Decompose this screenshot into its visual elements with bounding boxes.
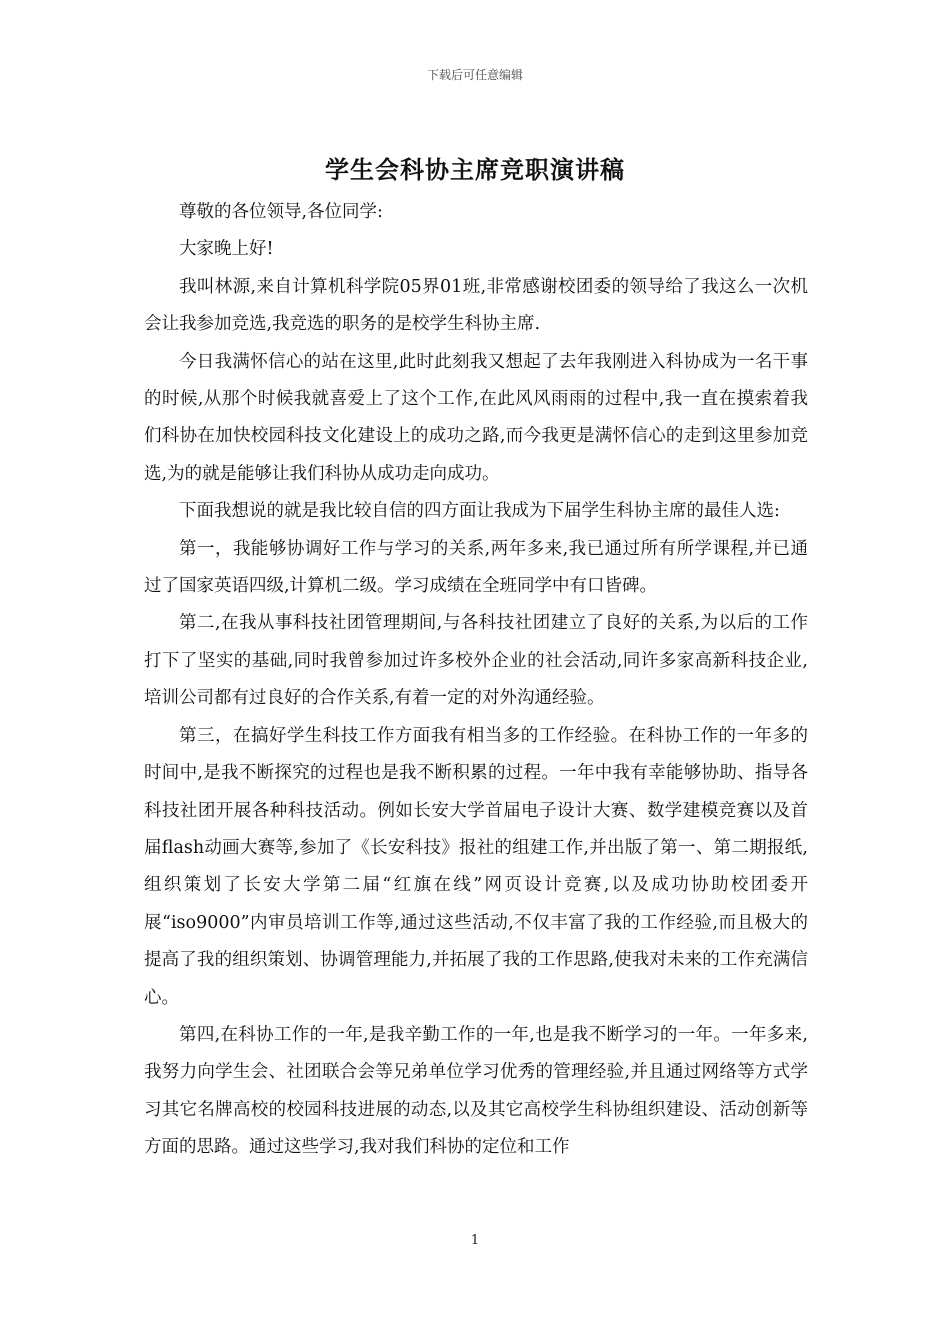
paragraph-intro: 我叫林源,来自计算机科学院05界01班,非常感谢校团委的领导给了我这么一次机会让我参加竞选,我竞选的职务的是校学生科协主席. <box>144 276 808 335</box>
document-title: 学生会科协主席竞职演讲稿 <box>325 155 625 184</box>
document-body <box>144 194 808 1167</box>
salutation: 尊敬的各位领导,各位同学: <box>179 202 383 222</box>
paragraph-first: 第一，我能够协调好工作与学习的关系,两年多来,我已通过所有所学课程,并已通过了国家英语四级,计算机二级。学习成绩在全班同学中有口皆碑。 <box>144 538 808 597</box>
paragraph-four-aspects: 下面我想说的就是我比较自信的四方面让我成为下届学生科协主席的最佳人选: <box>179 501 780 522</box>
paragraph-third: 第三，在搞好学生科技工作方面我有相当多的工作经验。在科协工作的一年多的时间中,是我不断探究的过程也是我不断积累的过程。一年中我有幸能够协助、指导各科技社团开展各种科技活动。例如长安大学首届电子设计大赛、数学建模竞赛以及首届flash动画大赛等,参加了《长安科技》报社的组建工作,并出版了第一、第二期报纸,组织策划了长安大学第二届“红旗在线”网页设计竞赛,以及成功协助校团委开展“iso9000”内审员培训工作等,通过这些活动,不仅丰富了我的工作经验,而且极大的提高了我的组织策划、协调管理能力,并拓展了我的工作思路,使我对未来的工作充满信心。 <box>144 725 808 1008</box>
paragraph-confidence: 今日我满怀信心的站在这里,此时此刻我又想起了去年我刚进入科协成为一名干事的时候,从那个时候我就喜爱上了这个工作,在此风风雨雨的过程中,我一直在摸索着我们科协在加快校园科技文化建设上的成功之路,而今我更是满怀信心的走到这里参加竞选,为的就是能够让我们科协从成功走向成功。 <box>144 351 808 484</box>
greeting: 大家晚上好! <box>179 239 274 260</box>
paragraph-second: 第二,在我从事科技社团管理期间,与各科技社团建立了良好的关系,为以后的工作打下了坚实的基础,同时我曾参加过许多校外企业的社会活动,同许多家高新科技企业,培训公司都有过良好的合作关系,有着一定的对外沟通经验。 <box>144 613 808 709</box>
page-header-note: 下载后可任意编辑 <box>426 68 523 82</box>
paragraph-fourth: 第四,在科协工作的一年,是我辛勤工作的一年,也是我不断学习的一年。一年多来,我努力向学生会、社团联合会等兄弟单位学习优秀的管理经验,并且通过网络等方式学习其它名牌高校的校园科技进展的动态,以及其它高校学生科协组织建设、活动创新等方面的思路。通过这些学习,我对我们科协的定位和工作 <box>144 1024 808 1158</box>
page-number: 1 <box>470 1233 480 1248</box>
